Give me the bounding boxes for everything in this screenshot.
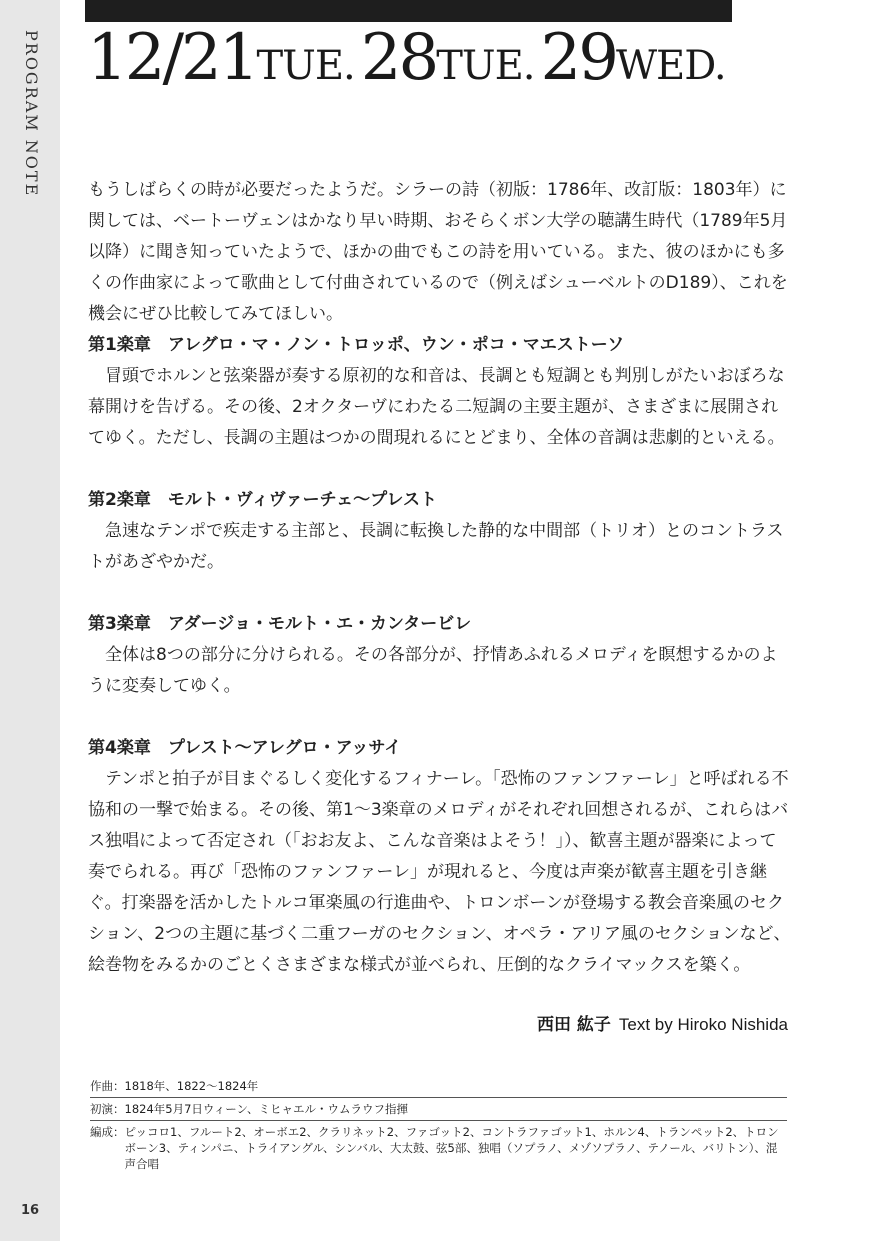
work-info [90, 1075, 787, 1175]
movement-2-heading: 第2楽章 モルト・ヴィヴァーチェ〜プレスト [88, 490, 437, 510]
premiere-label: 初演： [90, 1102, 125, 1116]
composed-row [90, 1075, 787, 1098]
date-3: 29 [540, 21, 616, 95]
date-2: 28 [360, 21, 437, 95]
sidebar-label: PROGRAM NOTE [22, 30, 41, 198]
premiere-row [90, 1098, 787, 1121]
movement-1-text: 冒頭でホルンと弦楽器が奏する原初的な和音は、長調とも短調とも判別しがたいおぼろな幕開けを告げる。その後、2オクターヴにわたる二短調の主要主題が、さまざまに展開されてゆく。ただし、長調の主題はつかの間現れるにとどまり、全体の音調は悲劇的といえる。 [88, 366, 785, 448]
page-number: 16 [20, 1203, 40, 1218]
intro-paragraph: もうしばらくの時が必要だったようだ。シラーの詩（初版：1786年、改訂版：1803年）に関しては、ベートーヴェンはかなり早い時期、おそらくボン大学の聴講生時代（1789年5月以降）に聞き知っていたようで、ほかの曲でもこの詩を用いている。また、彼のほかにも多くの作曲家によって歌曲として付曲されているので（例えばシューベルトのD189）、これを機会にぜひ比較してみてほしい。 [88, 180, 788, 324]
movement-3-text: 全体は8つの部分に分けられる。その各部分が、抒情あふれるメロディを瞑想するかのように変奏してゆく。 [88, 645, 778, 696]
sidebar-strip [0, 0, 60, 1241]
instrumentation-value: ピッコロ1、フルート2、オーボエ2、クラリネット2、ファゴット2、コントラファゴット1、ホルン4、トランペット2、トロンボーン3、ティンパニ、トライアングル、シンバル、大太鼓、弦5部、独唱（ソプラノ、メゾソプラノ、テノール、バリトン）、混声合唱 [124, 1125, 779, 1171]
program-note-body [88, 175, 792, 981]
movement-2-text: 急速なテンポで疾走する主部と、長調に転換した静的な中間部（トリオ）とのコントラストがあざやかだ。 [88, 521, 784, 572]
concert-dates [87, 21, 732, 95]
movement-3-heading: 第3楽章 アダージョ・モルト・エ・カンタービレ [88, 614, 472, 634]
movement-4-heading: 第4楽章 プレスト〜アレグロ・アッサイ [88, 738, 402, 758]
weekday-3: WED. [615, 43, 726, 89]
composed-value: 1818年、1822〜1824年 [124, 1079, 259, 1093]
author-name-jp: 西田 紘子 [536, 1015, 611, 1035]
author-name-en: Text by Hiroko Nishida [618, 1015, 788, 1034]
date-1: 12/21 [87, 21, 257, 95]
movement-4-text: テンポと拍子が目まぐるしく変化するフィナーレ。「恐怖のファンファーレ」と呼ばれる不協和の一撃で始まる。その後、第1〜3楽章のメロディがそれぞれ回想されるが、これらはバス独唱によって否定され（「おお友よ、こんな音楽はよそう！」）、歓喜主題が器楽によって奏でられる。再び「恐怖のファンファーレ」が現れると、今度は声楽が歓喜主題を引き継ぐ。打楽器を活かしたトルコ軍楽風の行進曲や、トロンボーンが登場する教会音楽風のセクション、2つの主題に基づく二重フーガのセクション、オペラ・アリア風のセクションなど、絵巻物をみるかのごとくさまざまな様式が並べられ、圧倒的なクライマックスを築く。 [88, 769, 791, 975]
movement-1-heading: 第1楽章 アレグロ・マ・ノン・トロッポ、ウン・ポコ・マエストーソ [88, 335, 625, 355]
instrumentation-label: 編成： [90, 1125, 125, 1139]
author-credit [537, 1010, 788, 1035]
weekday-2: TUE. [436, 43, 535, 89]
instrumentation-row [90, 1121, 787, 1175]
premiere-value: 1824年5月7日ウィーン、ミヒャエル・ウムラウフ指揮 [124, 1102, 408, 1116]
header-bar [85, 0, 732, 22]
composed-label: 作曲： [90, 1079, 125, 1093]
weekday-1: TUE. [256, 43, 355, 89]
